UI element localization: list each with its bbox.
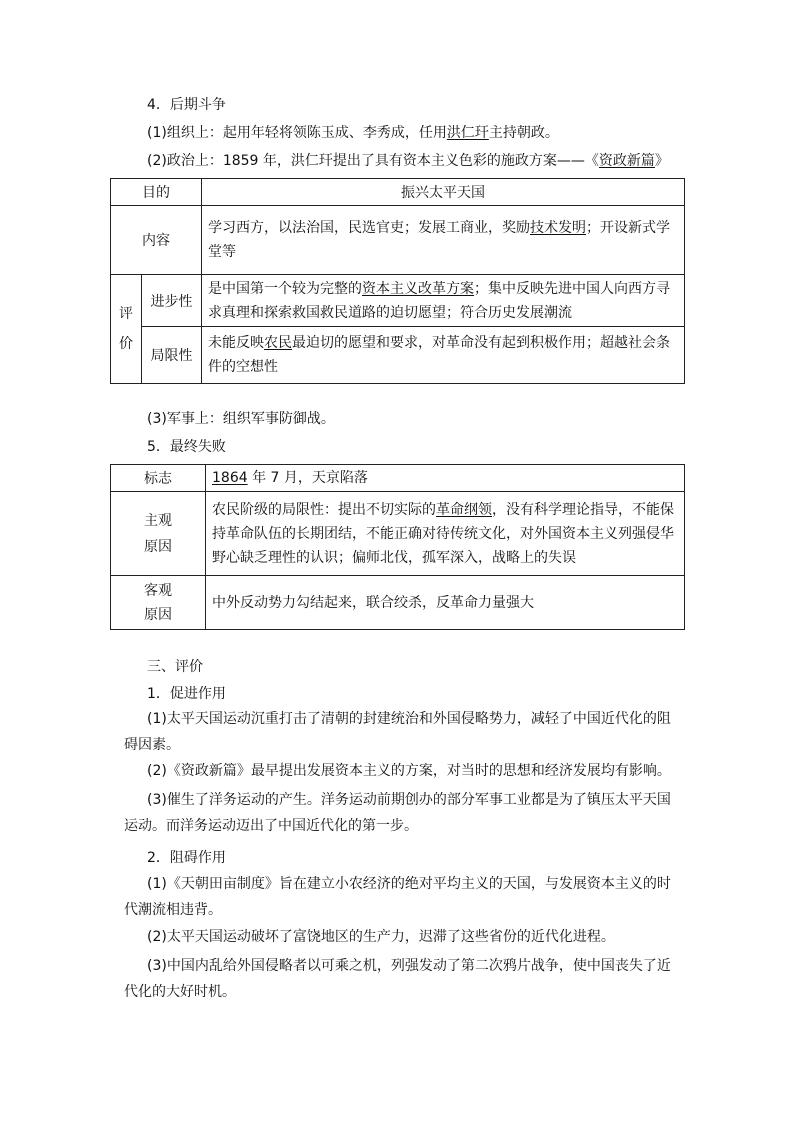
promote-3: (3)催生了洋务运动的产生。洋务运动前期创办的部分军事工业都是为了镇压太平天国运动。而洋务运动迈出了中国近代化的第一步。: [124, 792, 671, 834]
hinder-1: (1)《天朝田亩制度》旨在建立小农经济的绝对平均主义的天国，与发展资本主义的时代潮流相违背。: [124, 876, 671, 918]
eval-label: 评 价: [111, 275, 142, 384]
hinder-3: (3)中国内乱给外国侵略者以可乘之机，列强发动了第二次鸦片战争，使中国丧失了近代化的大好时机。: [124, 958, 671, 1000]
goal-value: 振兴太平天国: [202, 179, 685, 206]
sign-label: 标志: [111, 465, 206, 492]
pol-line: (2)政治上：1859 年，洪仁玕提出了具有资本主义色彩的施政方案——《资政新篇》: [147, 153, 669, 169]
sign-value: 1864 年 7 月，天京陷落: [206, 465, 685, 492]
hong-rengan: 洪仁玕: [446, 125, 489, 141]
hinder-2: (2)太平天国运动破坏了富饶地区的生产力，迟滞了这些省份的近代化进程。: [147, 929, 615, 945]
subj-value: 农民阶级的局限性：提出不切实际的革命纲领，没有科学理论指导，不能保持革命队伍的长期团结，不能正确对待传统文化，对外国资本主义列强侵华野心缺乏理性的认识；偏师北伐，孤军深入，战略上的失误: [206, 492, 685, 576]
content-value: 学习西方，以法治国，民选官吏；发展工商业，奖励技术发明；开设新式学堂等: [202, 206, 685, 275]
table-row: [111, 275, 685, 327]
zizheng-table: [110, 178, 685, 384]
table-row: [111, 179, 685, 206]
promote-1: (1)太平天国运动沉重打击了清朝的封建统治和外国侵略势力，减轻了中国近代化的阻碍因素。: [124, 711, 671, 753]
zizheng-xinpian: 资政新篇: [598, 153, 655, 169]
content-label: 内容: [111, 206, 202, 275]
subj-label: 主观 原因: [111, 492, 206, 576]
hinder-heading: 2．阻碍作用: [147, 850, 226, 866]
prog-value: 是中国第一个较为完整的资本主义改革方案；集中反映先进中国人向西方寻求真理和探索救国救民道路的迫切愿望；符合历史发展潮流: [202, 275, 685, 327]
table-row: [111, 206, 685, 275]
table-row: [111, 327, 685, 384]
table-row: [111, 465, 685, 492]
lim-value: 未能反映农民最迫切的愿望和要求，对革命没有起到积极作用；超越社会条件的空想性: [202, 327, 685, 384]
promote-2: (2)《资政新篇》最早提出发展资本主义的方案，对当时的思想和经济发展均有影响。: [147, 763, 671, 779]
obj-value: 中外反动势力勾结起来，联合绞杀，反革命力量强大: [206, 576, 685, 630]
prog-label: 进步性: [142, 275, 202, 327]
table-row: [111, 576, 685, 630]
goal-label: 目的: [111, 179, 202, 206]
promote-heading: 1．促进作用: [147, 686, 226, 702]
section5-heading: 5．最终失败: [147, 439, 226, 455]
failure-table: [110, 464, 685, 630]
org-line: (1)组织上：起用年轻将领陈玉成、李秀成，任用洪仁玕主持朝政。: [147, 125, 559, 141]
table-row: [111, 492, 685, 576]
mil-line: (3)军事上：组织军事防御战。: [147, 411, 335, 427]
section3-heading: 三、评价: [147, 659, 203, 675]
section4-heading: 4．后期斗争: [147, 97, 226, 113]
obj-label: 客观 原因: [111, 576, 206, 630]
lim-label: 局限性: [142, 327, 202, 384]
